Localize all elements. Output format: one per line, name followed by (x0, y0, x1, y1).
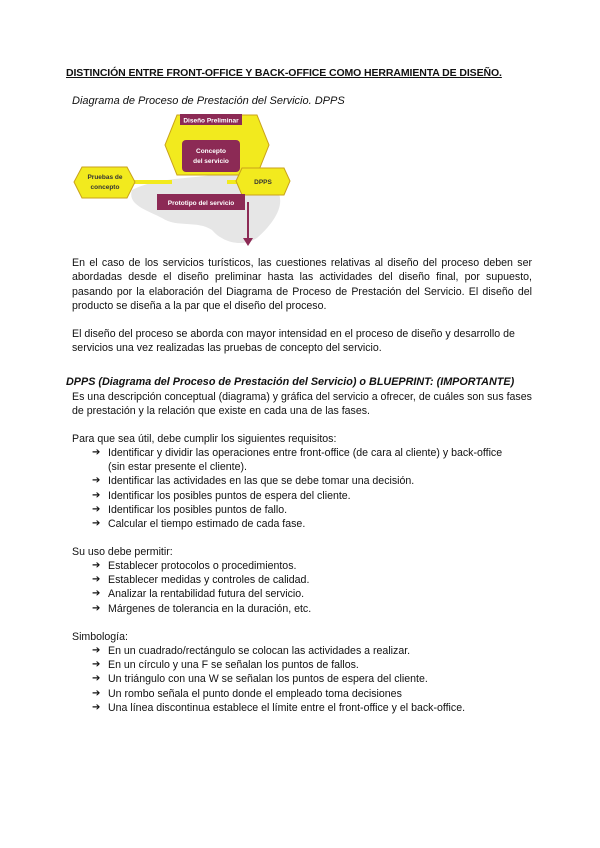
symbols-list (92, 644, 522, 715)
arrow-icon: ➔ (92, 588, 101, 600)
list-item: ➔ Calcular el tiempo estimado de cada fase. (92, 518, 306, 531)
box-concepto (182, 140, 240, 172)
arrow-icon: ➔ (92, 560, 101, 571)
arrow-icon: ➔ (92, 645, 101, 656)
arrow-icon: ➔ (92, 518, 101, 530)
list-item: ➔ Márgenes de tolerancia en la duración, etc. (92, 602, 312, 615)
arrow-icon: ➔ (92, 701, 101, 713)
list-item: ➔ En un cuadrado/rectángulo se colocan las actividades a realizar. (92, 645, 411, 657)
list-item: ➔ Un triángulo con una W se señalan los puntos de espera del cliente. (92, 673, 428, 686)
requirements-intro: Para que sea útil, debe cumplir los siguientes requisitos: (72, 433, 337, 445)
list-item: ➔ Un rombo señala el punto donde el empleado toma decisiones (92, 687, 402, 700)
label-prototipo: Prototipo del servicio (167, 200, 235, 207)
arrow-icon: ➔ (92, 503, 101, 515)
list-item: ➔ Identificar y dividir las operaciones entre front-office (de cara al cliente) y back-office (sin estar presente el cliente). (92, 447, 503, 474)
list-item: ➔ Identificar los posibles puntos de fallo. (92, 503, 288, 516)
list-item: ➔ Analizar la rentabilidad futura del servicio. (92, 588, 305, 601)
arrow-icon: ➔ (92, 602, 101, 614)
list-item: ➔ Una línea discontinua establece el límite entre el front-office y el back-office. (92, 701, 466, 714)
label-pruebas-2: concepto (90, 184, 120, 191)
arrow-icon: ➔ (92, 475, 101, 487)
hexagon-pruebas (74, 167, 135, 198)
list-item: ➔ Identificar los posibles puntos de espera del cliente. (92, 489, 351, 502)
arrow-icon: ➔ (92, 659, 101, 671)
requirements-list (92, 446, 522, 531)
arrow-icon: ➔ (92, 574, 101, 586)
dpps-heading: DPPS (Diagrama del Proceso de Prestación del Servicio) o BLUEPRINT: (IMPORTANTE) (66, 376, 515, 388)
intro-paragraph-2: El diseño del proceso se aborda con mayor intensidad en el proceso de diseño y desarrollo de servicios una vez realizadas las pruebas de concepto del servicio. (72, 328, 515, 355)
arrow-icon: ➔ (92, 673, 101, 685)
arrow-icon: ➔ (92, 687, 101, 699)
label-pruebas-1: Pruebas de (87, 174, 123, 181)
list-item: ➔ Identificar las actividades en las que se debe tomar una decisión. (92, 475, 415, 488)
uses-list (92, 559, 522, 616)
diagram-caption: Diagrama de Proceso de Prestación del Servicio. DPPS (72, 95, 345, 107)
section-heading: DISTINCIÓN ENTRE FRONT-OFFICE Y BACK-OFFICE COMO HERRAMIENTA DE DISEÑO. (66, 67, 502, 79)
dpps-description: Es una descripción conceptual (diagrama) y gráfica del servicio a ofrecer, de cuáles son sus fases de prestación y la relación que existe en cada una de las fases. (72, 391, 532, 418)
intro-paragraph-1: En el caso de los servicios turísticos, las cuestiones relativas al diseño del proceso deben ser abordadas desde el diseño preliminar hasta las actividades del diseño final, por supuesto, pasando por la elaboración del Diagrama de Proceso de Prestación del Servicio. El diseño del producto se diseña a la par que el diseño del proceso. (72, 257, 532, 312)
arrow-icon: ➔ (92, 489, 101, 501)
label-concepto-2: del servicio (193, 158, 229, 165)
list-item: ➔ En un círculo y una F se señalan los puntos de fallos. (92, 659, 359, 672)
list-item: ➔ Establecer protocolos o procedimientos. (92, 560, 297, 572)
label-concepto-1: Concepto (196, 148, 226, 155)
symbols-intro: Simbología: (72, 631, 128, 643)
dpps-diagram (72, 110, 292, 250)
uses-intro: Su uso debe permitir: (72, 546, 173, 558)
label-diseno-preliminar: Diseño Preliminar (183, 117, 239, 125)
label-dpps: DPPS (254, 179, 272, 186)
list-item: ➔ Establecer medidas y controles de calidad. (92, 574, 310, 587)
arrow-icon: ➔ (92, 447, 101, 458)
